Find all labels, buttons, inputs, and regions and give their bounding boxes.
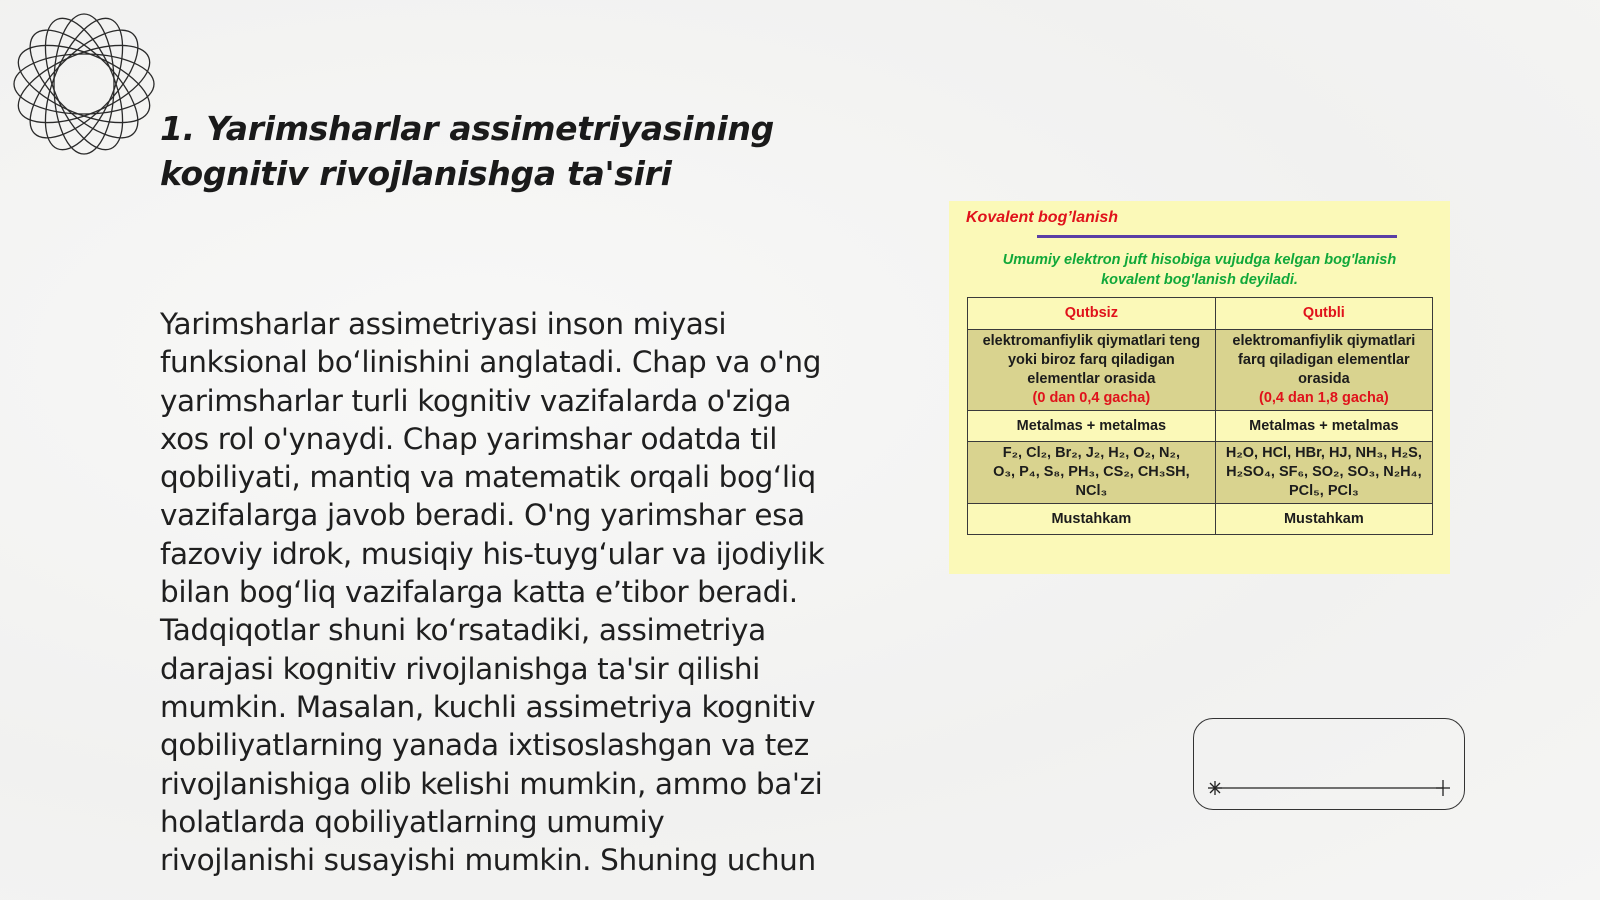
- cell-text: elektromanfiylik qiymatlari farq qiladigan elementlar orasida: [1232, 333, 1416, 387]
- table-cell: Mustahkam: [967, 504, 1216, 535]
- table-cell: [1216, 442, 1432, 504]
- range-text: (0 dan 0,4 gacha): [1032, 390, 1151, 406]
- table-cell: [967, 330, 1216, 411]
- range-text: (0,4 dan 1,8 gacha): [1258, 390, 1389, 406]
- table-cell: [967, 442, 1216, 504]
- formula-line: NCl₃: [1075, 483, 1108, 499]
- covalent-table: [967, 297, 1433, 535]
- table-cell: Metalmas + metalmas: [967, 411, 1216, 442]
- definition-line-2: kovalent bog'lanish deyiladi.: [1101, 272, 1298, 288]
- title-line-2: kognitiv rivojlanishga ta'siri: [160, 154, 672, 193]
- heading-rule: [1037, 235, 1397, 238]
- image-heading: Kovalent bog’lanish: [966, 209, 1119, 226]
- col-header-polar: Qutbli: [1216, 298, 1432, 330]
- plus-icon: [1436, 780, 1450, 796]
- formula-line: F₂, Cl₂, Br₂, J₂, H₂, O₂, N₂,: [1002, 445, 1180, 461]
- table-row: [967, 442, 1432, 504]
- col-header-nonpolar: Qutbsiz: [967, 298, 1216, 330]
- table-cell: Mustahkam: [1216, 504, 1432, 535]
- formula-line: H₂SO₄, SF₆, SO₂, SO₃, N₂H₄,: [1226, 464, 1422, 480]
- ring-flower-icon: [10, 10, 158, 158]
- table-cell: [1216, 330, 1432, 411]
- cell-text: elektromanfiylik qiymatlari teng yoki biroz farq qiladigan elementlar orasida: [982, 333, 1201, 387]
- slide-title: [160, 106, 774, 196]
- covalent-bond-image: [949, 201, 1450, 574]
- title-line-1: 1. Yarimsharlar assimetriyasining: [160, 109, 774, 148]
- body-paragraph: Yarimsharlar assimetriyasi inson miyasi funksional bo‘linishini anglatadi. Chap va o'ng yarimsharlar turli kognitiv vazifalarda o'ziga xos rol o'ynaydi. Chap yarimshar odatda til qobiliyati, mantiq va matematik orqali bog‘liq vazifalarga javob beradi. O'ng yarimshar esa fazoviy idrok, musiqiy his-tuyg‘ular va ijodiylik bilan bog‘liq vazifalarga katta e’tibor beradi. Tadqiqotlar shuni ko‘rsatadiki, assimetriya darajasi kognitiv rivojlanishga ta'sir qilishi mumkin. Masalan, kuchli assimetriya kognitiv qobiliyatlarning yanada ixtisoslashgan va tez rivojlanishiga olib kelishi mumkin, ammo ba'zi holatlarda qobiliyatlarning umumiy rivojlanishi susayishi mumkin. Shuning uchun: [160, 307, 825, 878]
- definition-line-1: Umumiy elektron juft hisobiga vujudga kelgan bog'lanish: [1002, 252, 1397, 268]
- image-definition: [963, 250, 1436, 290]
- table-header-row: [967, 298, 1432, 330]
- table-row: [967, 411, 1432, 442]
- formula-line: H₂O, HCl, HBr, HJ, NH₃, H₂S,: [1225, 445, 1422, 461]
- formula-line: O₃, P₄, S₈, PH₃, CS₂, CH₃SH,: [993, 464, 1190, 480]
- table-cell: Metalmas + metalmas: [1216, 411, 1432, 442]
- table-row: [967, 330, 1432, 411]
- formula-line: PCl₅, PCl₃: [1288, 483, 1359, 499]
- table-row: [967, 504, 1432, 535]
- decorative-line: [1205, 778, 1455, 798]
